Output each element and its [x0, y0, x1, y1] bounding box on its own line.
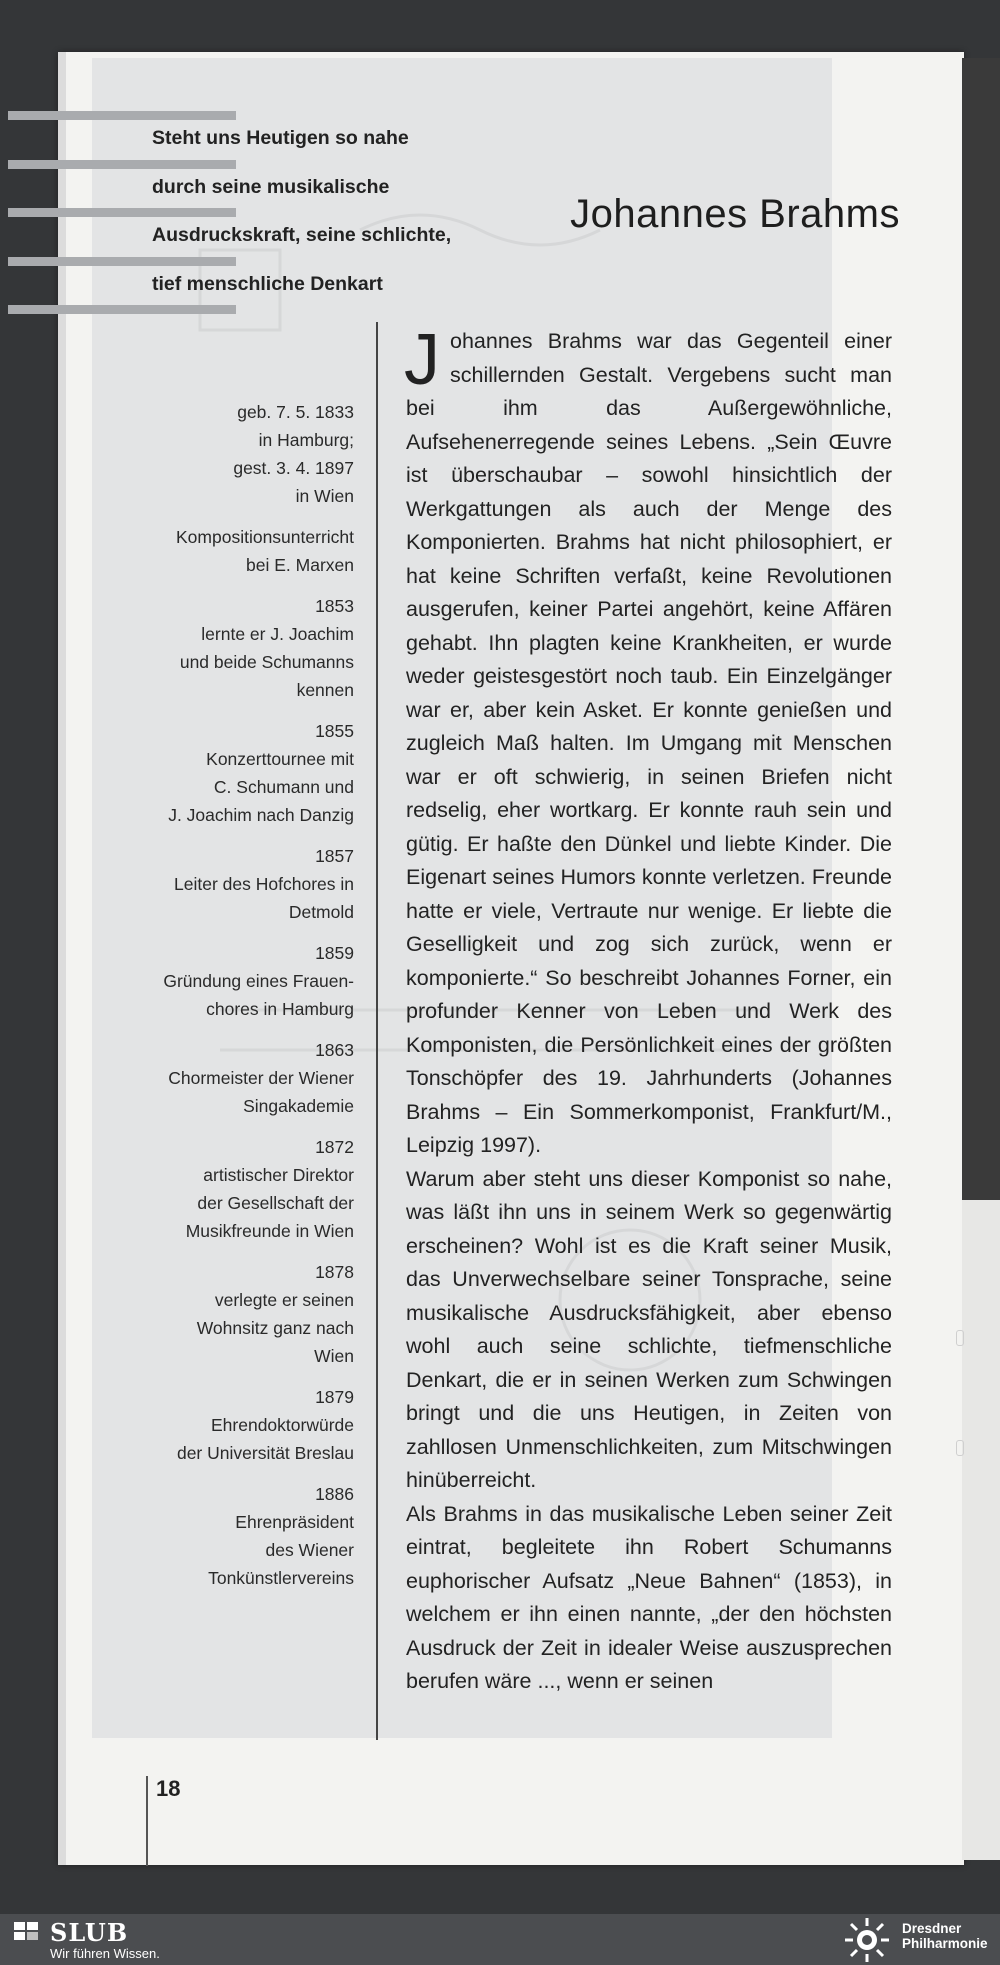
- philharmonie-logo-icon: [842, 1916, 892, 1964]
- partner-name[interactable]: [902, 1921, 988, 1951]
- timeline-entry: [130, 1480, 354, 1592]
- library-tagline: Wir führen Wissen.: [50, 1946, 160, 1961]
- timeline-year: 1878: [315, 1262, 354, 1282]
- timeline-desc: Ehrenpräsident des Wiener Tonkünstlervereins: [208, 1512, 354, 1588]
- birth-death-info: geb. 7. 5. 1833 in Hamburg; gest. 3. 4. 1897 in Wien: [233, 402, 354, 506]
- article-body: [404, 320, 892, 1699]
- timeline-year: 1872: [315, 1137, 354, 1157]
- pull-quote: [152, 127, 452, 322]
- quote-line: Steht uns Heutigen so nahe: [152, 127, 409, 149]
- timeline-desc: Ehrendoktorwürde der Universität Breslau: [176, 1415, 354, 1463]
- timeline-year: 1859: [315, 943, 354, 963]
- paragraph: Als Brahms in das musikalische Leben seiner Zeit eintrat, begleitete ihn Robert Schumanns euphorischer Aufsatz „Neue Bahnen“ (1853), in welchem er ihn einen nannte, „der den höchsten Ausdruck der Zeit in idealer Weise auszusprechen berufen wäre ..., wenn er seinen: [406, 1501, 892, 1693]
- timeline-entry: [130, 523, 354, 579]
- timeline-desc: artistischer Direktor der Gesellschaft der Musikfreunde in Wien: [185, 1165, 354, 1241]
- timeline-desc: verlegte er seinen Wohnsitz ganz nach Wien: [196, 1290, 354, 1366]
- timeline-intro: [130, 398, 354, 510]
- binding-hole: [956, 1440, 964, 1456]
- paragraph: Warum aber steht uns dieser Komponist so nahe, was läßt ihn uns in seinem Werk so gegenwärtig erscheinen? Wohl ist es die Kraft seiner Musik, das Unverwechselbare seiner Tonsprache, seine musikalische Ausdrucksfähigkeit, aber ebenso wohl auch seine schlichte, tiefmenschliche Denkart, die er in seinen Werken zum Schwingen bringt und die uns Heutigen, in Zeiten von zahllosen Unmenschlichkeiten, zum Mitschwingen hinüberreicht.: [406, 1166, 892, 1492]
- timeline-entry: [130, 939, 354, 1023]
- paragraph-text: ohannes Brahms war das Gegenteil einer schillernden Gestalt. Vergebens sucht man bei ihm das Außergewöhnliche, Aufsehenerregende seines Lebens. „Sein Œuvre ist überschaubar – sowohl hinsichtlich der Werkgattungen als auch der Menge des Komponierten. Brahms hat nicht philosophiert, er hat keine Schriften verfaßt, keine Revolutionen ausgerufen, keiner Partei angehört, keine Affären gehabt. Ihn plagten keine Krankheiten, er wurde weder geistesgestört noch taub. Ein Einzelgänger war er, aber kein Asket. Er konnte genießen und zugleich Maß halten. Im Umgang mit Menschen war er oft schwierig, in seinen Briefen nicht redselig, eher wortkarg. Er konnte rauh sein und gütig. Er haßte den Dünkel und liebte Kinder. Die Eigenart seines Humors konnte verletzen. Freunde hatte er viele, Vertraute nur wenige. Er liebte die Geselligkeit und zog sich zurück, wenn er komponierte.“ So beschreibt Johannes Forner, ein profunder Kenner von Leben und Werk des Komponisten, die Persönlichkeit eines der größten Tonschöpfer des 19. Jahrhunderts (Johannes Brahms – Ein Sommerkomponist, Frankfurt/M., Leipzig 1997).: [406, 329, 892, 1157]
- timeline-desc: lernte er J. Joachim und beide Schumanns kennen: [179, 624, 354, 700]
- quote-line: Ausdruckskraft, seine schlichte,: [152, 224, 452, 246]
- timeline-entry: [130, 1036, 354, 1120]
- drop-cap: J: [404, 320, 440, 400]
- timeline-desc: Leiter des Hofchores in Detmold: [174, 874, 354, 922]
- decor-bar: [8, 111, 236, 120]
- timeline-entry: [130, 1383, 354, 1467]
- page-number: 18: [156, 1776, 181, 1801]
- timeline-desc: Konzerttournee mit C. Schumann und J. Joachim nach Danzig: [168, 749, 354, 825]
- biography-timeline: [130, 398, 354, 1605]
- slub-logo-icon: [14, 1922, 40, 1940]
- page-edge: [58, 52, 66, 1865]
- timeline-year: 1857: [315, 846, 354, 866]
- partner-line-1: Dresdner: [902, 1921, 962, 1936]
- quote-line: durch seine musikalische: [152, 175, 390, 198]
- library-name[interactable]: SLUB: [50, 1918, 129, 1947]
- adjacent-page-photo: [962, 58, 1000, 1200]
- timeline-year: 1855: [315, 721, 354, 741]
- timeline-entry: [130, 1133, 354, 1245]
- timeline-entry: [130, 717, 354, 829]
- timeline-desc: Kompositionsunterricht bei E. Marxen: [176, 527, 354, 575]
- binding-hole: [956, 1330, 964, 1346]
- timeline-entry: [130, 1258, 354, 1370]
- page-title: Johannes Brahms: [570, 192, 900, 236]
- timeline-year: 1879: [315, 1387, 354, 1407]
- timeline-desc: Chormeister der Wiener Singakademie: [168, 1068, 354, 1116]
- timeline-entry: [130, 592, 354, 704]
- timeline-year: 1853: [315, 596, 354, 616]
- quote-line: tief menschliche Denkart: [152, 272, 383, 295]
- adjacent-page-margin: [962, 1200, 1000, 1860]
- timeline-desc: Gründung eines Frauen- chores in Hamburg: [163, 971, 354, 1019]
- page-number-rule: [146, 1776, 148, 1866]
- column-divider: [376, 322, 378, 1740]
- paragraph: [404, 320, 892, 1163]
- timeline-year: 1886: [315, 1484, 354, 1504]
- partner-line-2: Philharmonie: [902, 1936, 988, 1951]
- timeline-year: 1863: [315, 1040, 354, 1060]
- timeline-entry: [130, 842, 354, 926]
